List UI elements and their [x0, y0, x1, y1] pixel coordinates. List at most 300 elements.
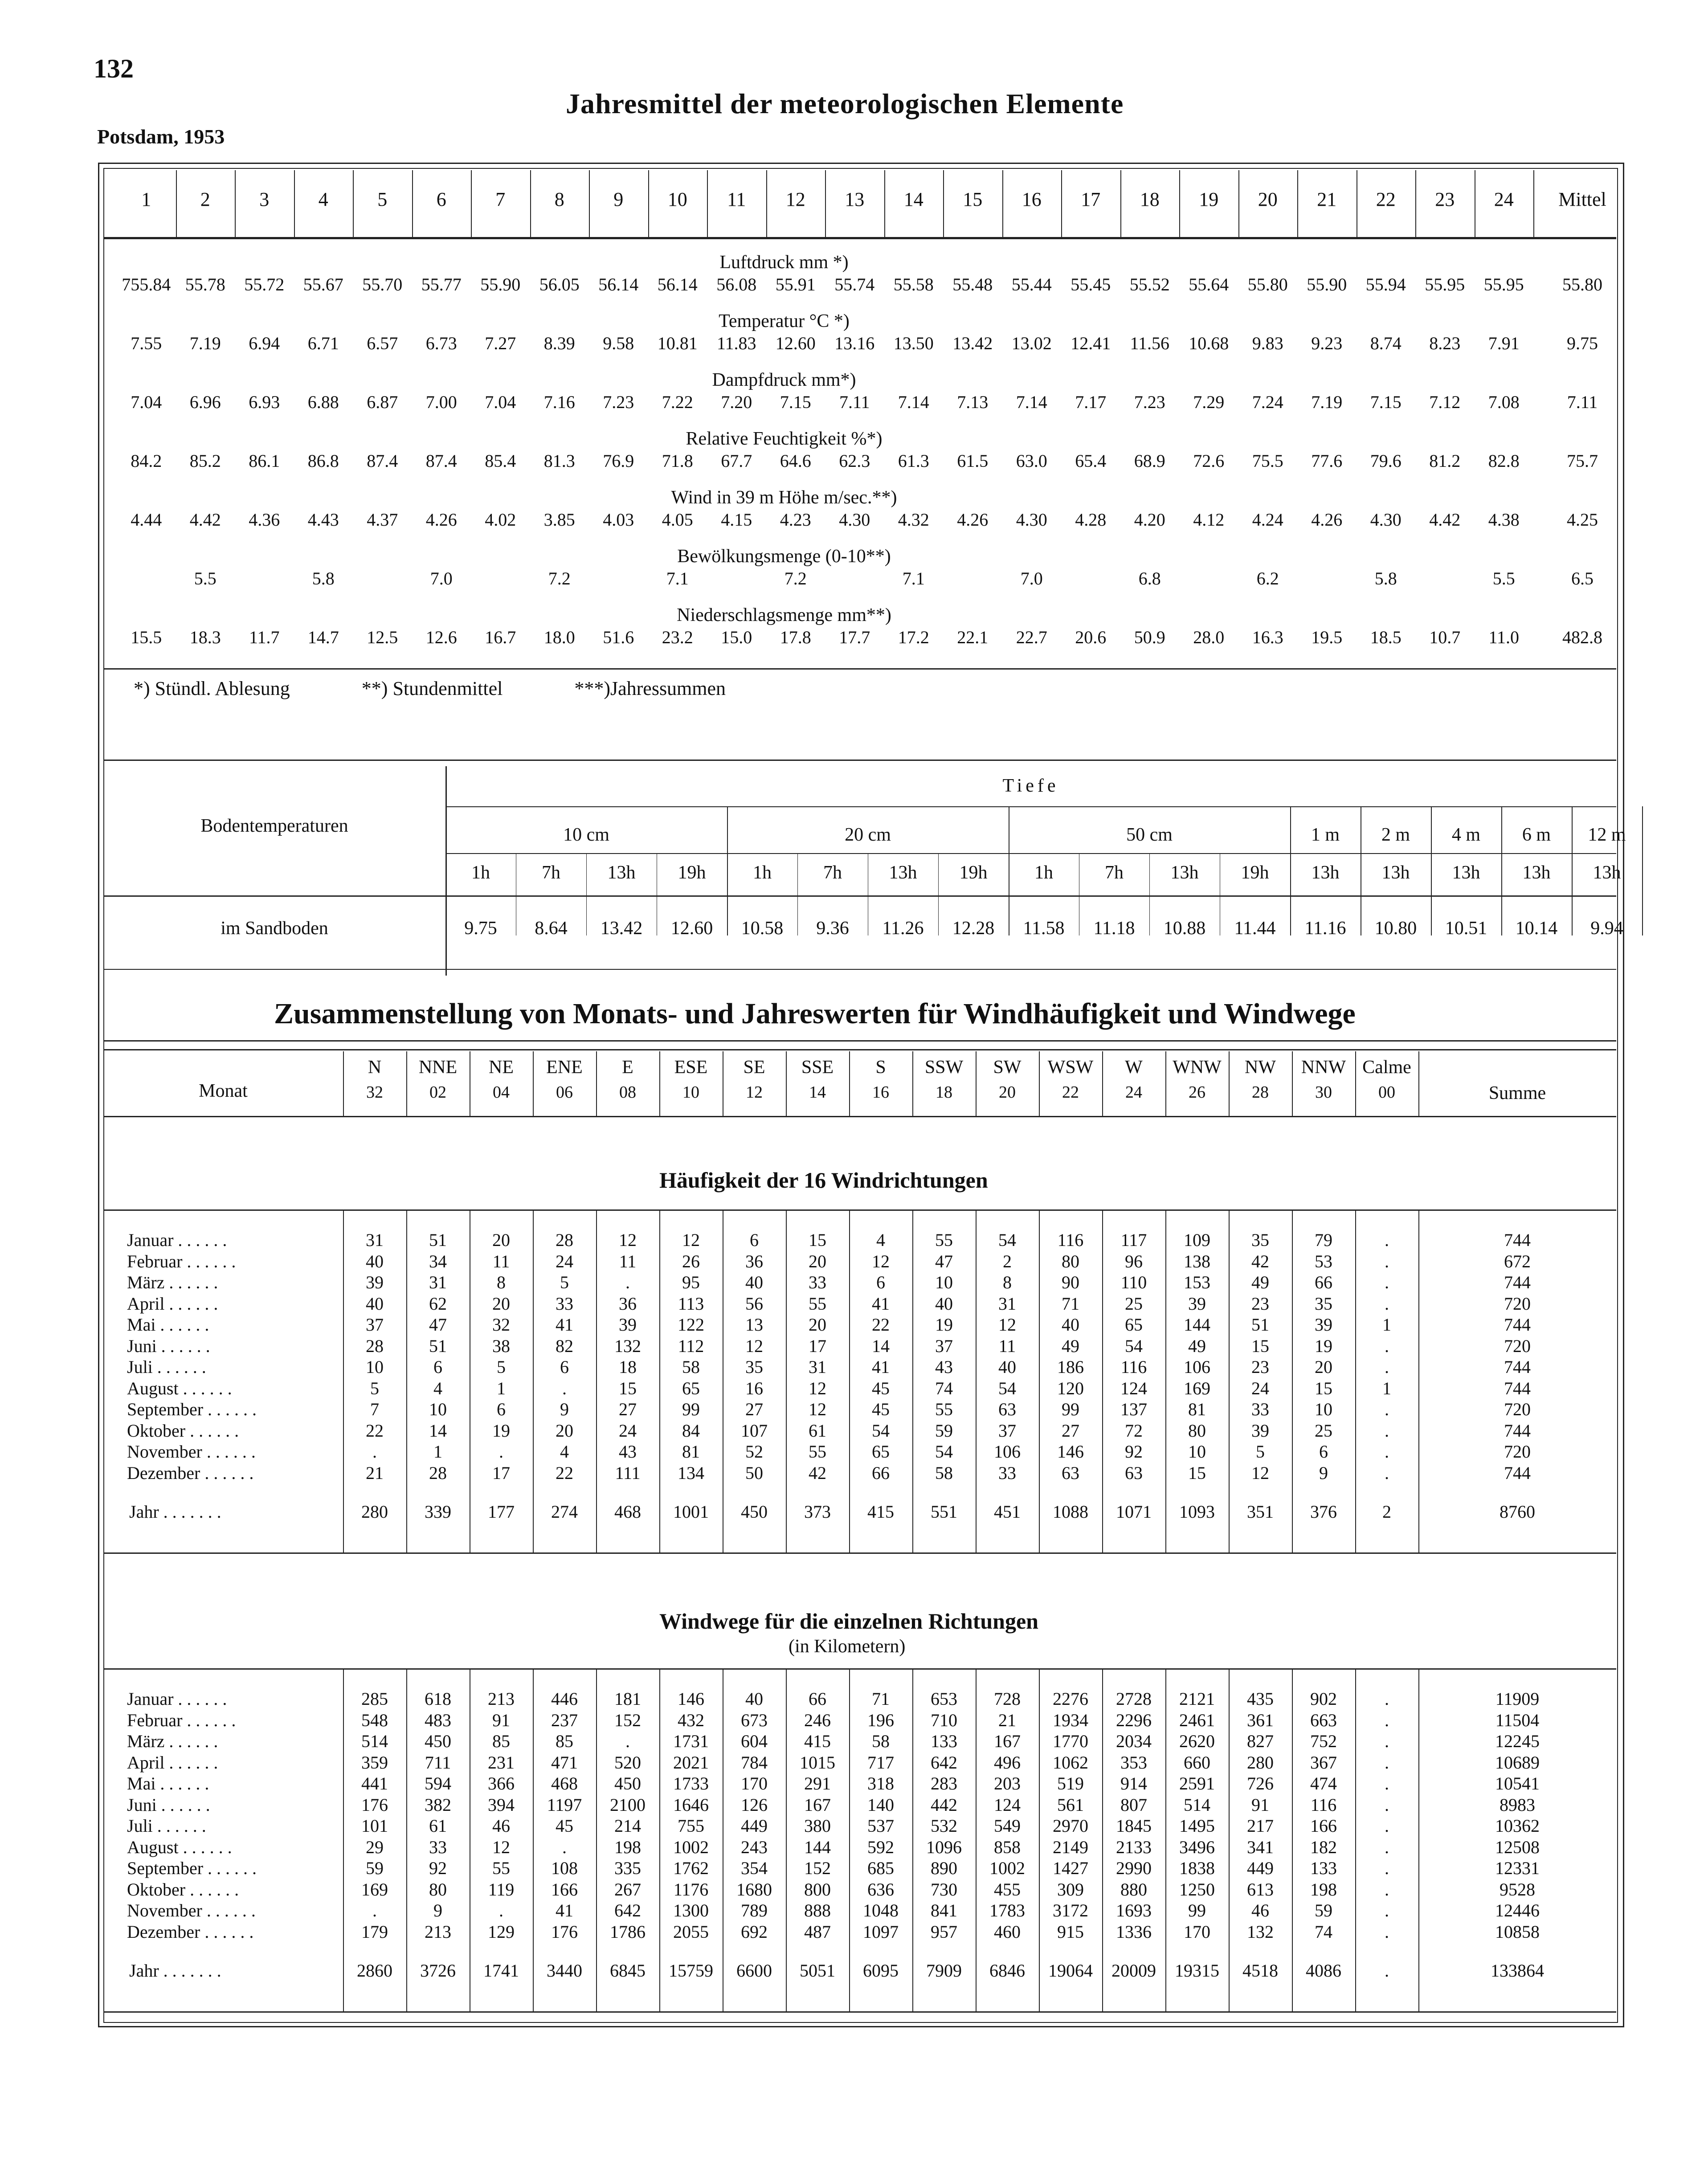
table-cell: 880: [1120, 1879, 1147, 1900]
direction-name: E: [622, 1057, 633, 1078]
table-cell: 82: [556, 1336, 573, 1356]
time-label: 7h: [1105, 862, 1124, 883]
table-cell: 10: [366, 1357, 384, 1377]
table-cell: 55: [935, 1230, 953, 1250]
direction-code: 02: [429, 1083, 446, 1102]
table-cell: 237: [551, 1710, 578, 1730]
hourly-value: 81.2: [1429, 451, 1461, 471]
table-cell: 213: [488, 1689, 515, 1709]
table-cell: 31: [429, 1272, 447, 1292]
table-cell: 685: [867, 1858, 894, 1878]
table-cell: 61: [429, 1816, 447, 1836]
hourly-value: 5.8: [1374, 568, 1397, 588]
soil-value: 10.14: [1515, 918, 1558, 939]
table-cell: 6: [560, 1357, 569, 1377]
table-cell: .: [1385, 1689, 1389, 1709]
month-label: März . . . . . .: [127, 1731, 218, 1751]
hourly-value: 68.9: [1134, 451, 1165, 471]
hourly-value: 6.88: [307, 392, 339, 412]
table-cell: 27: [619, 1399, 637, 1419]
table-cell: 15: [809, 1230, 826, 1250]
year-cell: 274: [551, 1502, 578, 1522]
hourly-value: 10.68: [1189, 333, 1229, 353]
hourly-value: 7.29: [1193, 392, 1225, 412]
mean-label: Mittel: [1558, 188, 1606, 210]
table-cell: 442: [931, 1794, 957, 1815]
table-cell: 2461: [1179, 1710, 1215, 1730]
table-cell: 446: [551, 1689, 578, 1709]
hourly-value: 22.7: [1016, 627, 1047, 647]
direction-name: N: [368, 1057, 382, 1078]
hourly-value: 4.36: [249, 510, 280, 530]
hourly-value: 56.08: [716, 274, 757, 294]
hourly-value: 51.6: [603, 627, 634, 647]
table-cell: 21: [366, 1462, 384, 1483]
hourly-value: 82.8: [1488, 451, 1520, 471]
row-sum: 10362: [1495, 1816, 1540, 1836]
hourly-value: 10.7: [1429, 627, 1461, 647]
table-cell: 39: [1251, 1420, 1269, 1441]
rule: [103, 1040, 1616, 1042]
table-cell: 15: [1188, 1462, 1206, 1483]
table-cell: 789: [741, 1900, 768, 1920]
table-cell: 673: [741, 1710, 768, 1730]
table-cell: 40: [745, 1689, 763, 1709]
direction-code: 24: [1125, 1083, 1142, 1102]
table-cell: 19: [492, 1420, 510, 1441]
table-cell: 111: [615, 1462, 641, 1483]
hourly-value: 13.02: [1011, 333, 1052, 353]
year-cell: 20009: [1111, 1961, 1156, 1981]
table-cell: 5: [560, 1272, 569, 1292]
table-cell: 17: [809, 1336, 826, 1356]
table-cell: 152: [614, 1710, 641, 1730]
table-cell: 710: [931, 1710, 957, 1730]
hourly-value: 55.72: [244, 274, 285, 294]
hourly-value: 12.6: [425, 627, 457, 647]
row-title: Relative Feuchtigkeit %*): [686, 429, 883, 449]
hourly-value: 4.30: [839, 510, 870, 530]
table-cell: 74: [1315, 1921, 1332, 1942]
table-cell: 15: [1315, 1378, 1332, 1398]
direction-code: 26: [1189, 1083, 1205, 1102]
table-cell: 1: [497, 1378, 506, 1398]
table-cell: 1300: [673, 1900, 709, 1920]
table-cell: 592: [867, 1837, 894, 1857]
table-cell: 8: [1003, 1272, 1012, 1292]
rule: [1039, 1051, 1040, 1116]
hourly-value: 7.0: [430, 568, 453, 588]
hourly-value: 6.57: [367, 333, 398, 353]
soil-value: 10.80: [1374, 918, 1417, 939]
hour-divider: [1533, 170, 1534, 237]
table-cell: 54: [998, 1378, 1016, 1398]
hourly-value: 6.2: [1256, 568, 1279, 588]
table-cell: 653: [931, 1689, 957, 1709]
hourly-value: 4.42: [189, 510, 221, 530]
hour-label: 2: [200, 188, 210, 210]
table-cell: 95: [682, 1272, 700, 1292]
table-cell: 10: [429, 1399, 447, 1419]
table-cell: 18: [619, 1357, 637, 1377]
table-cell: 74: [935, 1378, 953, 1398]
table-cell: 4: [560, 1442, 569, 1462]
rule: [406, 1051, 407, 1116]
table-cell: 1495: [1179, 1816, 1215, 1836]
table-cell: 613: [1247, 1879, 1274, 1900]
depth-label: 6 m: [1522, 825, 1551, 845]
table-cell: 23: [1251, 1357, 1269, 1377]
table-cell: 116: [1310, 1794, 1337, 1815]
table-cell: 51: [1251, 1315, 1269, 1335]
table-cell: 12: [682, 1230, 700, 1250]
table-cell: 6: [497, 1399, 506, 1419]
table-cell: 37: [366, 1315, 384, 1335]
table-cell: 59: [1315, 1900, 1332, 1920]
row-sum: 11504: [1495, 1710, 1540, 1730]
table-cell: 47: [935, 1251, 953, 1271]
table-cell: 6: [750, 1230, 759, 1250]
row-sum: 744: [1504, 1230, 1531, 1250]
table-cell: 71: [1062, 1293, 1079, 1314]
hourly-value: 19.5: [1311, 627, 1343, 647]
hourly-value: 17.2: [898, 627, 929, 647]
table-cell: 10: [1188, 1442, 1206, 1462]
table-cell: .: [499, 1900, 503, 1920]
depth-label: 10 cm: [563, 825, 609, 845]
rule: [445, 853, 1616, 854]
table-cell: 604: [741, 1731, 768, 1751]
month-label: Juli . . . . . .: [127, 1816, 206, 1836]
soil-value: 10.88: [1163, 918, 1206, 939]
month-label: Oktober . . . . . .: [127, 1879, 239, 1900]
row-sum: 8983: [1500, 1794, 1535, 1815]
table-cell: .: [1385, 1752, 1389, 1773]
table-cell: 394: [488, 1794, 515, 1815]
hourly-value: 10.81: [657, 333, 698, 353]
hourly-value: 7.20: [721, 392, 752, 412]
month-label: August . . . . . .: [127, 1378, 232, 1398]
table-cell: 51: [429, 1230, 447, 1250]
soil-value: 8.64: [535, 918, 568, 939]
time-label: 7h: [823, 862, 842, 883]
table-cell: .: [1385, 1357, 1389, 1377]
table-cell: 483: [425, 1710, 451, 1730]
hourly-value: 4.12: [1193, 510, 1225, 530]
table-cell: 90: [1062, 1272, 1079, 1292]
table-cell: 27: [1062, 1420, 1079, 1441]
table-cell: 176: [361, 1794, 388, 1815]
table-cell: 468: [551, 1773, 578, 1793]
hourly-value: 18.3: [189, 627, 221, 647]
table-cell: 46: [1251, 1900, 1269, 1920]
row-sum: 9528: [1500, 1879, 1535, 1900]
year-cell: 339: [425, 1502, 451, 1522]
hourly-value: 87.4: [367, 451, 398, 471]
table-cell: 366: [488, 1773, 515, 1793]
hourly-value: 7.15: [780, 392, 811, 412]
rule: [103, 895, 1616, 897]
hourly-value: 12.41: [1071, 333, 1111, 353]
hourly-value: 7.16: [543, 392, 575, 412]
page-title: Jahresmittel der meteorologischen Elemente: [566, 88, 1124, 119]
rule: [103, 2011, 1616, 2013]
table-cell: 39: [1188, 1293, 1206, 1314]
table-cell: 24: [1251, 1378, 1269, 1398]
direction-name: NE: [489, 1057, 514, 1078]
table-cell: 33: [429, 1837, 447, 1857]
hourly-value: 71.8: [662, 451, 693, 471]
hourly-value: 3.85: [543, 510, 575, 530]
table-cell: 25: [1315, 1420, 1332, 1441]
table-cell: 243: [741, 1837, 768, 1857]
table-cell: 66: [1315, 1272, 1332, 1292]
hourly-value: 56.05: [539, 274, 580, 294]
depth-label: 1 m: [1311, 825, 1340, 845]
table-cell: .: [1385, 1794, 1389, 1815]
table-cell: 108: [551, 1858, 578, 1878]
time-label: 13h: [1311, 862, 1340, 883]
row-title: Dampfdruck mm*): [712, 370, 856, 390]
row-sum: 12508: [1495, 1837, 1540, 1857]
table-cell: 41: [556, 1900, 573, 1920]
direction-code: 16: [872, 1083, 889, 1102]
row-sum: 720: [1504, 1336, 1531, 1356]
table-cell: 146: [1057, 1442, 1084, 1462]
table-cell: 167: [994, 1731, 1021, 1751]
station-year: Potsdam, 1953: [97, 125, 225, 148]
table-cell: 11: [998, 1336, 1016, 1356]
direction-code: 20: [999, 1083, 1016, 1102]
year-cell: 5051: [800, 1961, 835, 1981]
table-cell: 514: [361, 1731, 388, 1751]
hourly-value: 50.9: [1134, 627, 1165, 647]
year-cell: 1741: [483, 1961, 519, 1981]
table-cell: 26: [682, 1251, 700, 1271]
hourly-value: 55.67: [303, 274, 343, 294]
table-cell: 65: [1125, 1315, 1143, 1335]
hour-label: 22: [1376, 188, 1396, 210]
table-cell: 198: [614, 1837, 641, 1857]
time-label: 13h: [1522, 862, 1551, 883]
table-cell: 14: [872, 1336, 890, 1356]
table-cell: 12: [492, 1837, 510, 1857]
table-cell: .: [1385, 1900, 1389, 1920]
table-cell: 41: [872, 1357, 890, 1377]
hourly-value: 7.08: [1488, 392, 1520, 412]
hourly-value: 55.80: [1247, 274, 1288, 294]
table-cell: 5: [1256, 1442, 1265, 1462]
direction-name: SW: [993, 1057, 1022, 1078]
table-cell: 2133: [1116, 1837, 1152, 1857]
soil-value: 9.94: [1590, 918, 1623, 939]
table-cell: 176: [551, 1921, 578, 1942]
soil-label: Bodentemperaturen: [200, 816, 348, 836]
table-cell: 109: [1184, 1230, 1210, 1250]
hourly-value: 4.42: [1429, 510, 1461, 530]
table-cell: 1002: [673, 1837, 709, 1857]
hourly-value: 4.32: [898, 510, 929, 530]
table-cell: 841: [931, 1900, 957, 1920]
table-cell: 380: [804, 1816, 831, 1836]
table-cell: 7: [370, 1399, 379, 1419]
table-cell: 50: [745, 1462, 763, 1483]
table-cell: 9: [433, 1900, 442, 1920]
table-cell: 660: [1184, 1752, 1210, 1773]
table-cell: 19: [935, 1315, 953, 1335]
table-cell: 367: [1310, 1752, 1337, 1773]
table-cell: 27: [745, 1399, 763, 1419]
table-cell: 31: [366, 1230, 384, 1250]
hourly-value: 7.23: [1134, 392, 1165, 412]
table-cell: 182: [1310, 1837, 1337, 1857]
table-cell: 65: [872, 1442, 890, 1462]
table-cell: 43: [619, 1442, 637, 1462]
hourly-value: 7.1: [902, 568, 925, 588]
table-cell: 40: [745, 1272, 763, 1292]
table-cell: 146: [678, 1689, 704, 1709]
table-cell: 99: [1188, 1900, 1206, 1920]
hourly-value: 7.2: [784, 568, 807, 588]
hourly-value: 12.5: [367, 627, 398, 647]
hourly-value: 7.0: [1020, 568, 1043, 588]
month-label: Februar . . . . . .: [127, 1251, 236, 1271]
hourly-value: 7.27: [485, 333, 516, 353]
rule: [1165, 1051, 1166, 1116]
hour-label: 18: [1140, 188, 1160, 210]
table-cell: 1731: [673, 1731, 709, 1751]
table-cell: 132: [1247, 1921, 1274, 1942]
hourly-value: 55.95: [1483, 274, 1524, 294]
hour-label: 19: [1199, 188, 1219, 210]
table-cell: 169: [361, 1879, 388, 1900]
table-cell: 246: [804, 1710, 831, 1730]
table-cell: 22: [556, 1462, 573, 1483]
time-label: 1h: [753, 862, 772, 883]
table-cell: 140: [867, 1794, 894, 1815]
table-cell: .: [1385, 1251, 1389, 1271]
table-cell: 2591: [1179, 1773, 1215, 1793]
table-cell: 914: [1120, 1773, 1147, 1793]
hourly-value: 7.13: [957, 392, 989, 412]
hourly-value: 55.52: [1129, 274, 1170, 294]
soil-value: 11.18: [1093, 918, 1135, 939]
hour-label: 13: [845, 188, 865, 210]
hourly-value: 55.45: [1071, 274, 1111, 294]
direction-code: 00: [1378, 1083, 1395, 1102]
table-cell: .: [562, 1837, 567, 1857]
table-cell: .: [562, 1378, 567, 1398]
hourly-mean: 4.25: [1567, 510, 1598, 530]
table-cell: 1002: [989, 1858, 1025, 1878]
hourly-value: 67.7: [721, 451, 752, 471]
table-cell: 49: [1188, 1336, 1206, 1356]
direction-name: SE: [743, 1057, 765, 1078]
table-cell: 309: [1057, 1879, 1084, 1900]
hourly-mean: 55.80: [1562, 274, 1602, 294]
table-cell: 55: [809, 1293, 826, 1314]
table-cell: .: [1385, 1230, 1389, 1250]
hour-label: 12: [785, 188, 805, 210]
table-cell: 291: [804, 1773, 831, 1793]
table-cell: 110: [1120, 1272, 1147, 1292]
soil-value: 11.44: [1234, 918, 1276, 939]
hourly-value: 55.94: [1365, 274, 1406, 294]
month-label: April . . . . . .: [127, 1752, 218, 1773]
time-label: 13h: [607, 862, 636, 883]
table-cell: 1733: [673, 1773, 709, 1793]
table-cell: 755: [678, 1816, 704, 1836]
month-label: September . . . . . .: [127, 1858, 257, 1878]
table-cell: 52: [745, 1442, 763, 1462]
table-cell: .: [1385, 1420, 1389, 1441]
hourly-value: 15.0: [721, 627, 752, 647]
rule: [596, 1051, 597, 1116]
table-cell: 24: [556, 1251, 573, 1271]
table-cell: .: [1385, 1837, 1389, 1857]
hourly-value: 4.30: [1016, 510, 1047, 530]
table-cell: 460: [994, 1921, 1021, 1942]
soil-value: 12.60: [670, 918, 713, 939]
table-cell: 80: [1188, 1420, 1206, 1441]
month-label: März . . . . . .: [127, 1272, 218, 1292]
table-cell: 19: [1315, 1336, 1332, 1356]
time-label: 13h: [889, 862, 917, 883]
rule: [786, 1051, 787, 1116]
table-cell: 63: [998, 1399, 1016, 1419]
table-cell: 152: [804, 1858, 831, 1878]
table-cell: 441: [361, 1773, 388, 1793]
table-cell: 40: [935, 1293, 953, 1314]
year-cell: 415: [867, 1502, 894, 1522]
year-cell: 6845: [610, 1961, 646, 1981]
table-cell: 166: [551, 1879, 578, 1900]
year-cell: 6095: [863, 1961, 899, 1981]
table-cell: 8: [497, 1272, 506, 1292]
table-cell: 784: [741, 1752, 768, 1773]
table-cell: 72: [1125, 1420, 1143, 1441]
hourly-value: 6.8: [1138, 568, 1161, 588]
row-sum: 744: [1504, 1272, 1531, 1292]
hourly-value: 77.6: [1311, 451, 1343, 471]
year-cell: 2860: [357, 1961, 392, 1981]
footnote-3: ***)Jahressummen: [574, 678, 726, 699]
time-label: 13h: [1593, 862, 1621, 883]
hour-label: 1: [141, 188, 151, 210]
table-cell: 726: [1247, 1773, 1274, 1793]
table-cell: 40: [998, 1357, 1016, 1377]
table-cell: 361: [1247, 1710, 1274, 1730]
month-label: Mai . . . . . .: [127, 1773, 209, 1793]
row-title: Niederschlagsmenge mm**): [677, 605, 891, 625]
table-cell: 99: [1062, 1399, 1079, 1419]
hourly-value: 75.5: [1252, 451, 1283, 471]
month-label: April . . . . . .: [127, 1293, 218, 1314]
table-title: Windwege für die einzelnen Richtungen: [659, 1609, 1038, 1634]
table-cell: 9: [1319, 1462, 1328, 1483]
table-cell: 594: [425, 1773, 451, 1793]
year-cell: 3440: [547, 1961, 582, 1981]
table-cell: 42: [809, 1462, 826, 1483]
direction-code: 10: [682, 1083, 699, 1102]
table-cell: 153: [1184, 1272, 1210, 1292]
table-cell: 80: [1062, 1251, 1079, 1271]
hourly-value: 4.44: [131, 510, 162, 530]
table-cell: 728: [994, 1689, 1021, 1709]
table-cell: 62: [429, 1293, 447, 1314]
table-cell: 1427: [1053, 1858, 1088, 1878]
page-number: 132: [94, 54, 134, 83]
